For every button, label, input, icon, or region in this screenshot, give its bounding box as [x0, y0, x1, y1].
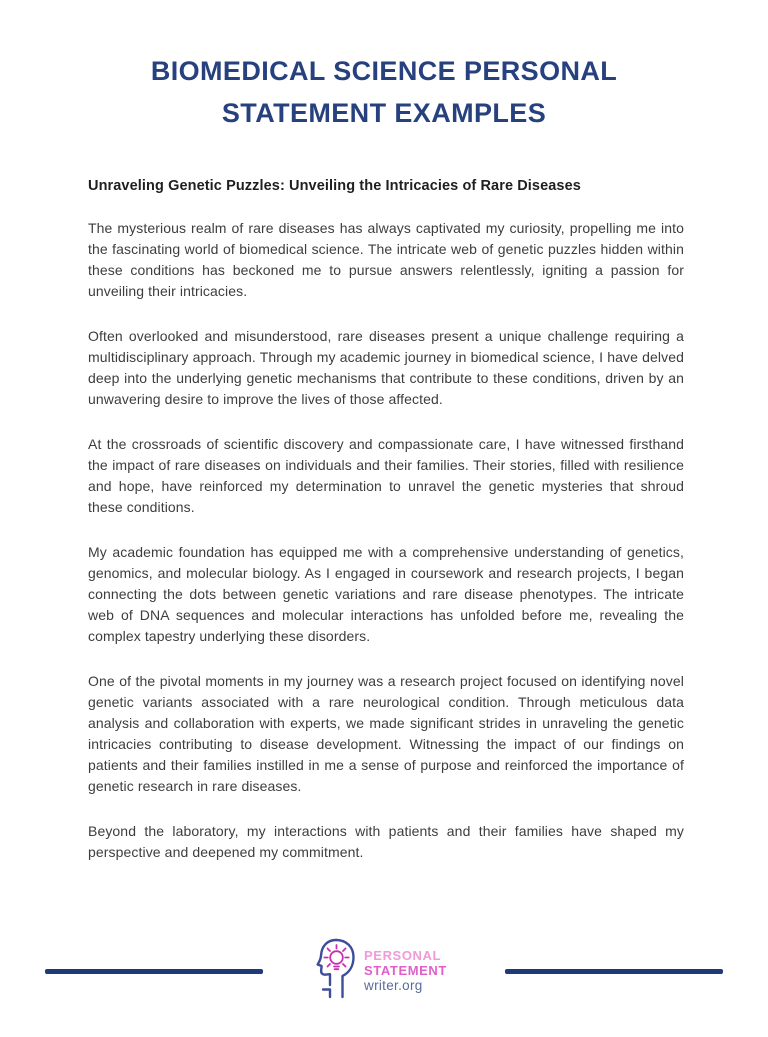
essay-paragraph: Often overlooked and misunderstood, rare diseases present a unique challenge requiring a multidisciplinary approach. Through my academic journey in biomedical science, I have delved deep into the underlying genetic mechanisms that contribute to these conditions, driven by an unwavering desire to improve the lives of those affected. — [88, 328, 684, 407]
footer-divider-right — [505, 969, 723, 974]
page-title — [0, 0, 768, 134]
page-title-line-1: BIOMEDICAL SCIENCE PERSONAL — [150, 56, 618, 86]
page-footer — [0, 938, 768, 1004]
brand-word-personal: PERSONAL — [364, 948, 442, 963]
essay-paragraph: My academic foundation has equipped me with a comprehensive understanding of genetics, genomics, and molecular biology. As I engaged in coursework and research projects, I began connecting the dots between genetic variations and rare disease phenotypes. The intricate web of DNA sequences and molecular interactions has unfolded before me, revealing the complex tapestry underlying these disorders. — [88, 544, 684, 644]
head-lightbulb-icon — [315, 938, 357, 1005]
essay-content — [88, 178, 684, 863]
brand-logo — [315, 938, 447, 1005]
essay-paragraph: The mysterious realm of rare diseases has always captivated my curiosity, propelling me into the fascinating world of biomedical science. The intricate web of genetic puzzles hidden within these conditions has beckoned me to pursue answers relentlessly, igniting a passion for unveiling their intricacies. — [88, 220, 684, 299]
brand-word-writer-org: writer.org — [364, 978, 423, 993]
brand-logo-text — [364, 948, 447, 994]
essay-heading: Unraveling Genetic Puzzles: Unveiling the Intricacies of Rare Diseases — [88, 178, 581, 194]
essay-paragraph: At the crossroads of scientific discovery and compassionate care, I have witnessed firsthand the impact of rare diseases on individuals and their families. Their stories, filled with resilience and hope, have reinforced my determination to unravel the genetic mysteries that shroud these conditions. — [88, 436, 684, 515]
footer-divider-left — [45, 969, 263, 974]
brand-word-statement: STATEMENT — [364, 963, 447, 978]
essay-paragraph: One of the pivotal moments in my journey was a research project focused on identifying novel genetic variants associated with a rare neurological condition. Through meticulous data analysis and collaboration with experts, we made significant strides in unraveling the genetic intricacies contributing to disease development. Witnessing the impact of our findings on patients and their families instilled in me a sense of purpose and reinforced the importance of genetic research in rare diseases. — [88, 673, 684, 794]
essay-paragraph: Beyond the laboratory, my interactions with patients and their families have shaped my perspective and deepened my commitment. — [88, 823, 684, 860]
page-title-line-2: STATEMENT EXAMPLES — [221, 98, 547, 128]
